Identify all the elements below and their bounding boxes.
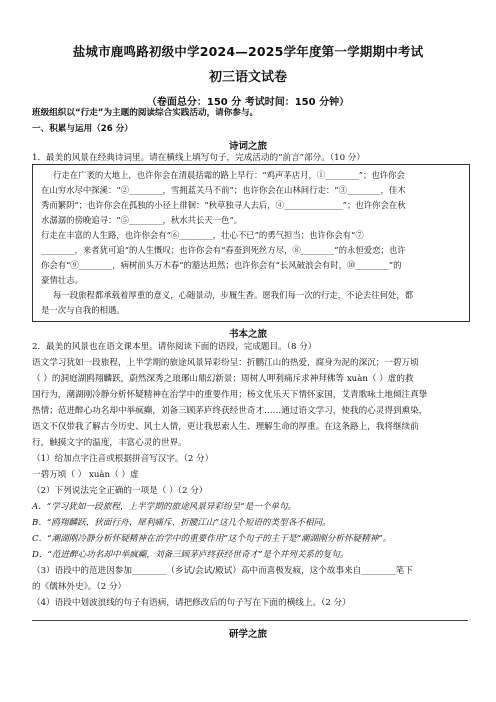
sub-question-2: （2）下列说法完全正确的一项是（ ）（2 分） bbox=[32, 486, 208, 496]
passage-line: 语文不仅带我了解古今历史、风土人情，更让我思索人生、理解生命的厚重。在这条路上，我将继续前 bbox=[32, 422, 419, 432]
exam-subtitle: 初三语文试卷 bbox=[208, 70, 287, 85]
box-line: 行走在广袤的大地上，也许你会在清晨括霜的路上早行：“鸡声茅店月，①________”；也许你会 bbox=[53, 170, 405, 180]
box-line: 你会有“⑨________，病树前头万木春”的豁达坦然；也许你会有“长风破浪会有时，⑩________”的 bbox=[41, 260, 402, 270]
box-line: 在山穷水尽中探溪：“②________，雪拥蓝关马不前”；也许你会在山林间行走：“③________，佳木 bbox=[41, 185, 406, 195]
passage-line: 国行为，潮湖刚冷静分析怀疑精神在治学中的重要作用；杨文优乐天下情怀家国，艾青歌咏土地倾注真挚 bbox=[32, 390, 428, 400]
sub-question-3: （3）语段中的范进因参加________（乡试/会试/殿试）高中而喜极发疯，这个故事来自________笔下 bbox=[32, 566, 413, 576]
option-c: C．“潮湖刚冷静分析怀疑精神在治学中的重要作用”这个句子的主干是“潮湖刚分析怀疑精神”。 bbox=[32, 534, 392, 544]
sub-question-1: （1）给加点字注音或根据拼音写汉字。（2 分） bbox=[32, 454, 214, 464]
part-books-heading: 书本之旅 bbox=[228, 329, 267, 340]
preface-box bbox=[32, 164, 470, 322]
exam-info: （卷面总分：150 分 考试时间：150 分钟） bbox=[146, 97, 350, 108]
sub-question-4: （4）语段中划波浪线的句子有语病，请把修改后的句子写在下面的横线上。（2 分） bbox=[32, 598, 351, 608]
box-line: 是一次与自我的相遇。 bbox=[41, 305, 125, 315]
passage-line: 热情；范进醉心功名却中举疯癫，刘备三顾茅庐终获经世奇才……通过语文学习，使我的心灵得到熏染， bbox=[32, 406, 428, 416]
box-line: 每一段旅程都承载着厚重的意义，心随景动，步履生香。愿我们每一次的行走，不论去往何处，都 bbox=[53, 290, 414, 300]
option-b: B．“鸥翔麟跃、狄面行舟、犀利痛斥、折腰江山”这几个短语的类型各不相同。 bbox=[32, 518, 331, 528]
section-heading: 一、积累与运用（26 分） bbox=[32, 124, 133, 134]
box-line: 秀而繁阴”；也许你会在孤独的小径上徘徊：“秋草独寻人去后，④______________”；也许你会在秋 bbox=[41, 200, 406, 210]
question-1: 1．最美的风景在经典诗词里。请在横线上填写句子，完成活动的“前言”部分。（10 分） bbox=[32, 153, 365, 163]
box-line: ________，来者犹可追”的人生慨叹；也许你会有“春蚕到死丝方尽，⑧________”的永恒爱恋；也许 bbox=[41, 245, 406, 255]
sub-question-3-cont: 的《儒林外史》。（2 分） bbox=[32, 582, 127, 592]
box-line: 豪情壮志。 bbox=[41, 275, 83, 285]
part-study-heading: 研学之旅 bbox=[228, 629, 267, 640]
intro-text: 班级组织以“行走”为主题的阅读综合实践活动，请你参与。 bbox=[32, 108, 259, 118]
part-poetry-heading: 诗词之旅 bbox=[228, 141, 267, 152]
question-2: 2．最美的风景也在语文课本里。请你阅读下面的语段，完成题目。（8 分） bbox=[32, 342, 317, 352]
box-line: 水潺潺的傍晚追寻：“⑤________，秋水共长天一色”。 bbox=[41, 215, 243, 225]
passage-line: 行，触摸文字的温度，丰富心灵的世界。 bbox=[32, 438, 187, 448]
sub-question-1-answer: 一碧万顷（ ） xuàn（ ）虚 bbox=[32, 470, 139, 480]
exam-title: 盐城市鹿鸣路初级中学2024—2025学年度第一学期期中考试 bbox=[72, 44, 424, 59]
box-line: 行走在丰富的人生路，也许你会有“⑥________，壮心不已”的勇气担当；也许你会有“⑦ bbox=[41, 230, 364, 240]
passage-line: 语文学习犹如一段旅程，上半学期的旅途风景异彩纷呈：折鹏江山的热爱，腐身为泥的深沉；一碧万顷 bbox=[32, 358, 419, 368]
answer-line bbox=[32, 620, 468, 621]
option-d: D．“范进醉心功名却中举疯癫，刘备三顾茅庐终获经世奇才”是个并列关系的复句。 bbox=[32, 550, 349, 560]
passage-line: （ ）的洞庭湖鸥翔麟跃，蔚然深秀之琅琊山鼎幻新景；周树人呷利痛斥求神拜佛等 xuàn（ ）虚的救 bbox=[32, 374, 414, 384]
option-a: A．“学习犹如一段旅程，上半学期的旅途风景异彩纷呈”是一个单句。 bbox=[32, 502, 297, 512]
